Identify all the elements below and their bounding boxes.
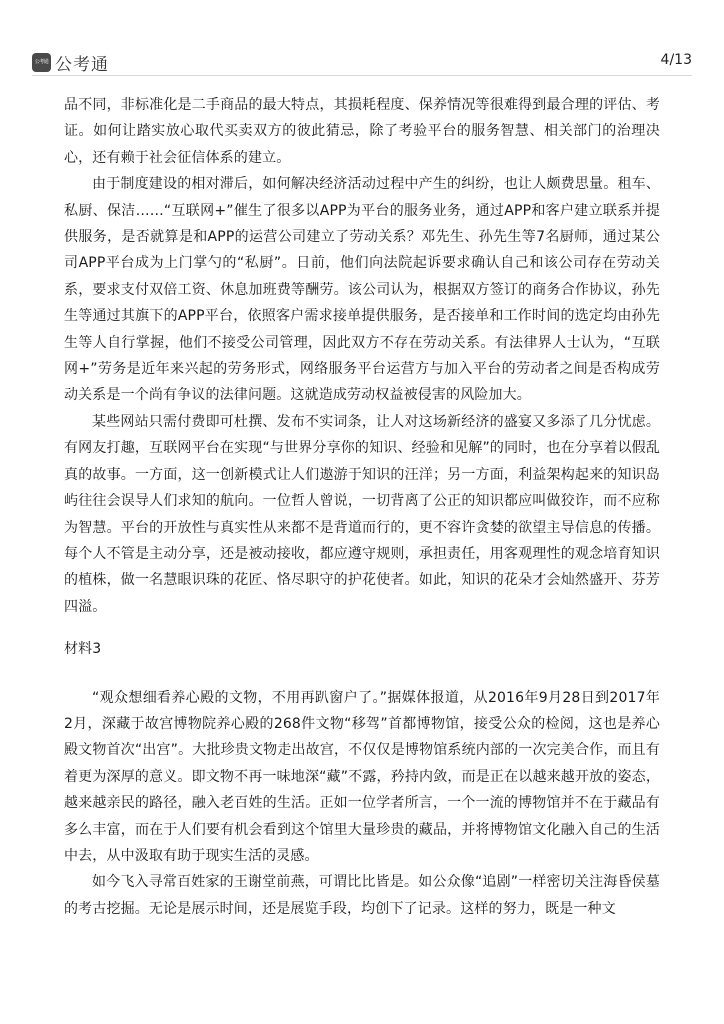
header-divider (32, 75, 692, 76)
paragraph-continuation: 品不同，非标准化是二手商品的最大特点，其损耗程度、保养情况等很难得到最合理的评估、考证。如何让踏实放心取代买卖双方的彼此猜忌，除了考验平台的服务智慧、相关部门的治理决心，还有赖于社会征信体系的建立。 (64, 97, 660, 166)
page-number: 4/13 (660, 52, 692, 68)
page-header (32, 44, 692, 76)
logo-text: 公考通 (55, 55, 109, 75)
paragraph: 某些网站只需付费即可杜撰、发布不实词条，让人对这场新经济的盛宴又多添了几分忧虑。有网友打趣，互联网平台在实现“与世界分享你的知识、经验和见解”的同时，也在分享着以假乱真的故事。一方面，这一创新模式让人们遨游于知识的汪洋；另一方面，利益架构起来的知识岛屿往往会误导人们求知的航向。一位哲人曾说，一切背离了公正的知识都应叫做狡诈，而不应称为智慧。平台的开放性与真实性从来都不是背道而行的，更不容许贪婪的欲望主导信息的传播。每个人不管是主动分享，还是被动接收，都应遵守规则，承担责任，用客观理性的观念培育知识的植株，做一名慧眼识珠的花匠、恪尽职守的护花使者。如此，知识的花朵才会灿然盛开、芬芳四溢。 (64, 413, 660, 615)
section-label: 材料3 (64, 641, 102, 658)
document-body (64, 92, 660, 922)
paragraph: “观众想细看养心殿的文物，不用再趴窗户了。”据媒体报道，从2016年9月28日到2017年2月，深藏于故宫博物院养心殿的268件文物“移驾”首都博物馆，接受公众的检阅，这也是养心殿文物首次“出宫”。大批珍贵文物走出故宫，不仅仅是博物馆系统内部的一次完美合作，而且有着更为深厚的意义。即文物不再一味地深“藏”不露，矜持内敛，而是正在以越来越开放的姿态，越来越亲民的路径，融入老百姓的生活。正如一位学者所言，一个一流的博物馆并不在于藏品有多么丰富，而在于人们要有机会看到这个馆里大量珍贵的藏品，并将博物馆文化融入自己的生活中去，从中汲取有助于现实生活的灵感。 (64, 689, 660, 864)
brand-logo (32, 50, 109, 75)
paragraph: 由于制度建设的相对滞后，如何解决经济活动过程中产生的纠纷，也让人颇费思量。租车、私厨、保洁……“互联网+”催生了很多以APP为平台的服务业务，通过APP和客户建立联系并提供服务，是否就算是和APP的运营公司建立了劳动关系？邓先生、孙先生等7名厨师，通过某公司APP平台成为上门掌勺的“私厨”。日前，他们向法院起诉要求确认自己和该公司存在劳动关系，要求支付双倍工资、休息加班费等酬劳。该公司认为，根据双方签订的商务合作协议，孙先生等通过其旗下的APP平台，依照客户需求接单提供服务，是否接单和工作时间的选定均由孙先生等人自行掌握，他们不接受公司管理，因此双方不存在劳动关系。有法律界人士认为，“互联网+”劳务是近年来兴起的劳务形式，网络服务平台运营方与加入平台的劳动者之间是否构成劳动关系是一个尚有争议的法律问题。这就造成劳动权益被侵害的风险加大。 (64, 176, 660, 404)
logo-icon: 公考通 (32, 53, 51, 72)
paragraph: 如今飞入寻常百姓家的王谢堂前燕，可谓比比皆是。如公众像“追剧”一样密切关注海昏侯墓的考古挖掘。无论是展示时间，还是展览手段，均创下了记录。这样的努力，既是一种文 (64, 874, 660, 917)
